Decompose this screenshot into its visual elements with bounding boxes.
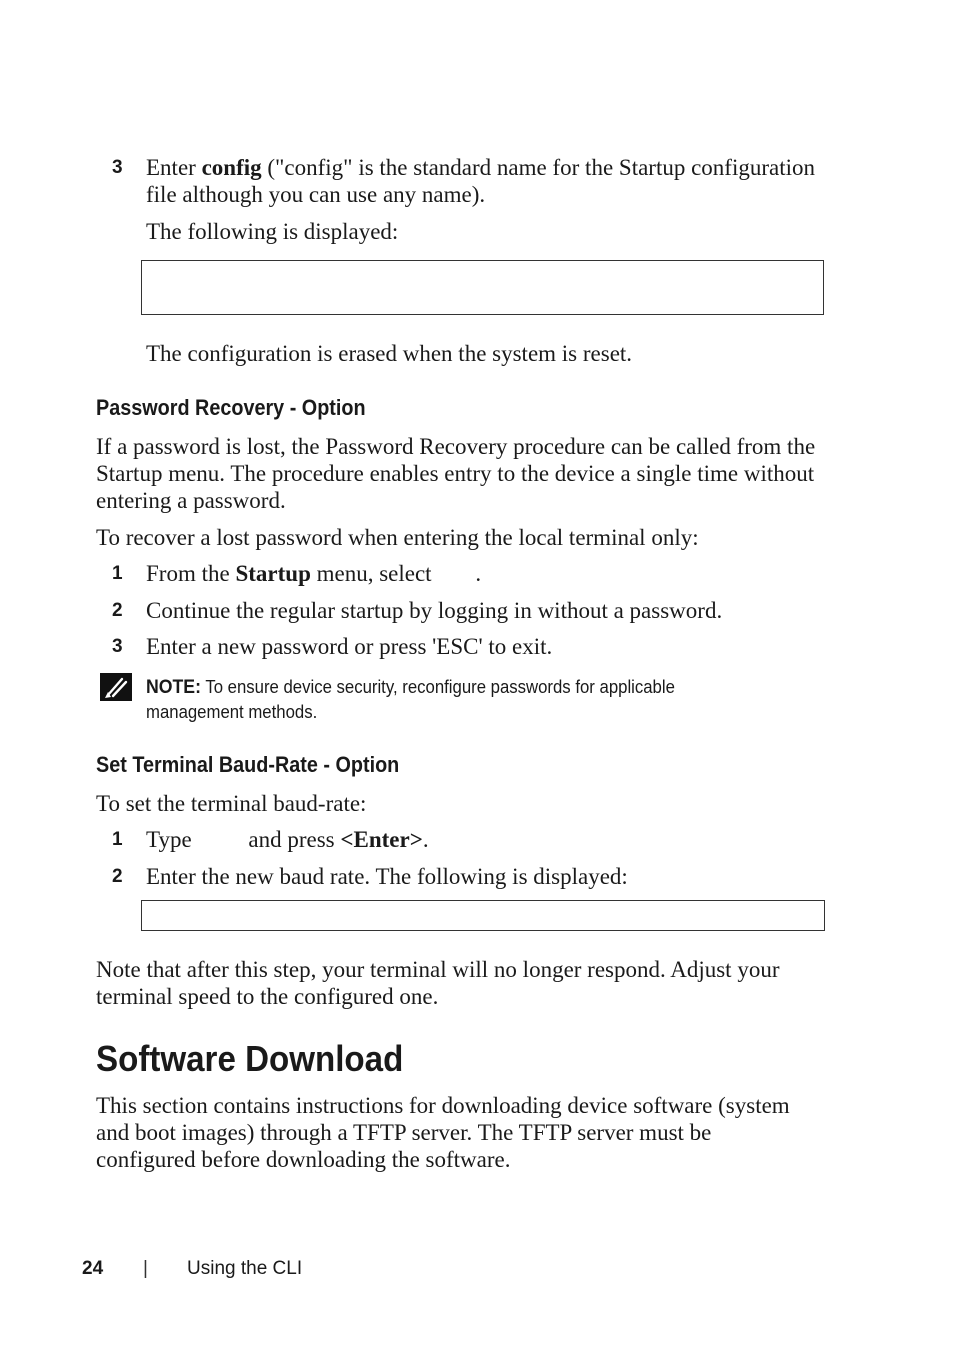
step-number: 1 [112, 829, 123, 850]
step-text: Continue the regular startup by logging in without a password. [146, 598, 723, 623]
step-text: Type and press <Enter>. [146, 827, 429, 852]
key-enter: <Enter> [340, 827, 423, 852]
chapter-heading-software-download: Software Download [96, 1038, 404, 1079]
section-heading-password-recovery: Password Recovery - Option [96, 395, 366, 420]
step-number: 2 [112, 600, 123, 621]
footer-separator: | [143, 1258, 148, 1279]
paragraph: To set the terminal baud-rate: [96, 791, 367, 816]
step-number: 3 [112, 157, 123, 178]
paragraph: To recover a lost password when entering the local terminal only: [96, 525, 699, 550]
step-number: 3 [112, 636, 123, 657]
note-pencil-icon [100, 673, 132, 701]
step-number: 1 [112, 563, 123, 584]
step-text: Enter a new password or press 'ESC' to exit. [146, 634, 553, 659]
erase-note: The configuration is erased when the system is reset. [146, 341, 633, 366]
step-text: From the Startup menu, select . [146, 561, 482, 586]
step-number: 2 [112, 866, 123, 887]
step-text: Enter the new baud rate. The following is displayed: [146, 864, 628, 889]
console-output-box [141, 260, 824, 315]
command-config: config [201, 155, 262, 180]
footer-section-title: Using the CLI [187, 1258, 303, 1279]
paragraph: If a password is lost, the Password Recovery procedure can be called from the Startup menu. The procedure enables entry to the device a single time without entering a password. [96, 434, 816, 513]
displayed-label: The following is displayed: [146, 219, 399, 244]
page-number: 24 [82, 1258, 104, 1279]
menu-startup: Startup [235, 561, 311, 586]
note: NOTE: To ensure device security, reconfigure passwords for applicable management methods. [146, 677, 675, 722]
paragraph: This section contains instructions for downloading device software (system and boot images) through a TFTP server. The TFTP server must be configured before downloading the software. [96, 1093, 790, 1172]
console-output-box [141, 900, 825, 931]
paragraph: Note that after this step, your terminal will no longer respond. Adjust your terminal speed to the configured one. [96, 957, 780, 1009]
note-label: NOTE: [146, 677, 201, 698]
section-heading-baud-rate: Set Terminal Baud-Rate - Option [96, 752, 400, 777]
step-text: Enter config ("config" is the standard name for the Startup configuration file although you can use any name). [146, 155, 815, 207]
